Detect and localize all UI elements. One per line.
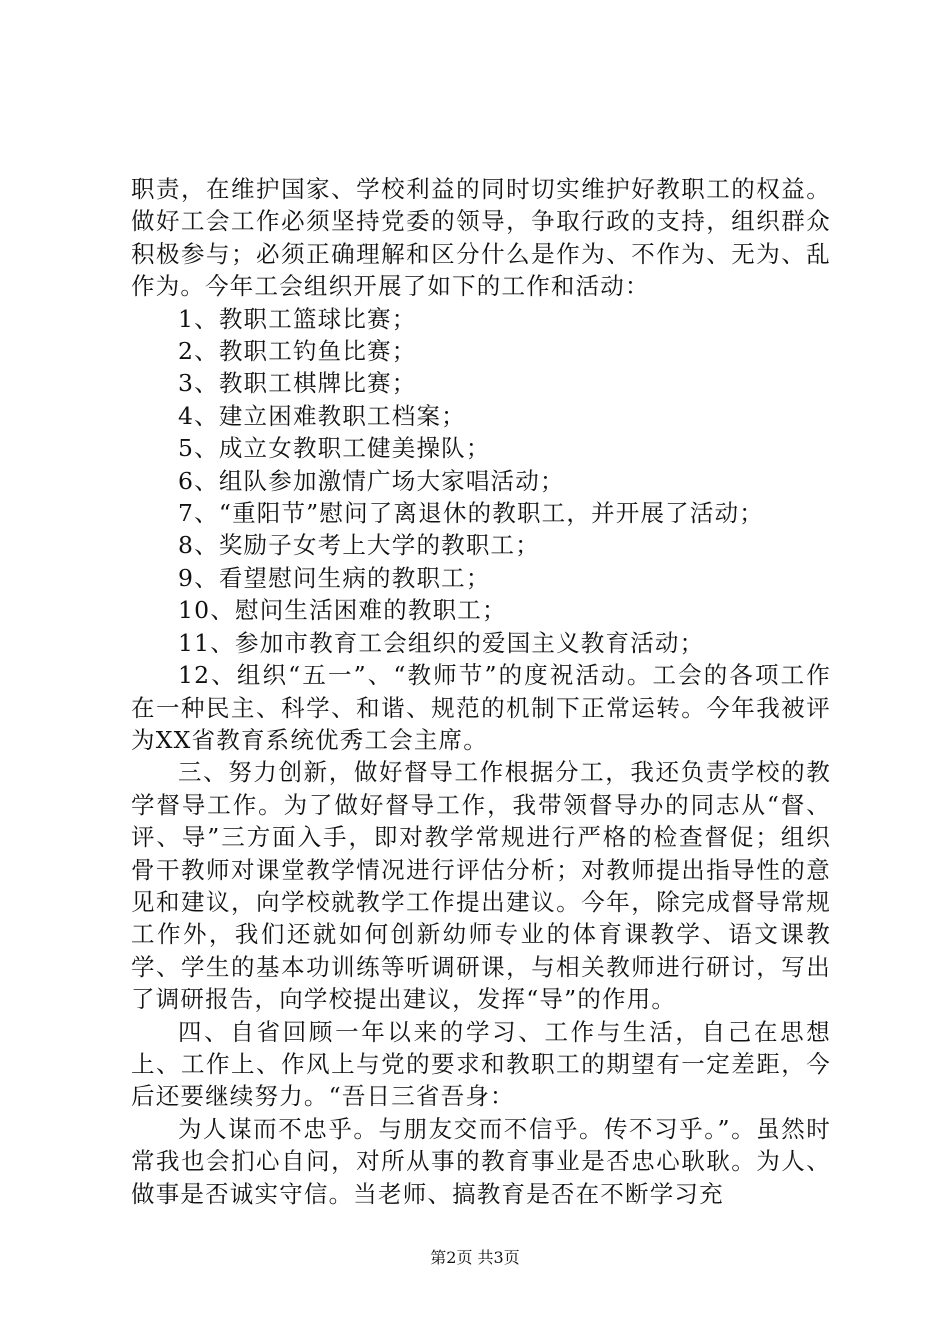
paragraph-1: 职责，在维护国家、学校利益的同时切实维护好教职工的权益。做好工会工作必须坚持党委的领导，争取行政的支持，组织群众积极参与；必须正确理解和区分什么是作为、不作为、无为、乱作为。今年工会组织开展了如下的工作和活动：	[131, 175, 831, 301]
section-supervision: 三、努力创新，做好督导工作根据分工，我还负责学校的教学督导工作。为了做好督导工作，我带领督导办的同志从“督、评、导”三方面入手，即对教学常规进行严格的检查督促；组织骨干教师对课堂教学情况进行评估分析；对教师提出指导性的意见和建议，向学校就教学工作提出建议。今年，除完成督导常规工作外，我们还就如何创新幼师专业的体育课教学、语文课教学、学生的基本功训练等听调研课，与相关教师进行研讨，写出了调研报告，向学校提出建议，发挥“导”的作用。	[131, 758, 831, 1014]
list-item-6: 6、组队参加激情广场大家唱活动；	[178, 466, 565, 495]
page-number-footer: 第2页 共3页	[430, 1248, 520, 1267]
section-self-reflection: 四、自省回顾一年以来的学习、工作与生活，自己在思想上、工作上、作风上与党的要求和教职工的期望有一定差距，今后还要继续努力。“吾日三省吾身：	[131, 1017, 831, 1111]
list-item-12: 12、组织“五一”、“教师节”的度祝活动。工会的各项工作在一种民主、科学、和谐、规范的机制下正常运转。今年我被评为XX省教育系统优秀工会主席。	[131, 661, 831, 754]
list-item-7: 7、“重阳节”慰问了离退休的教职工，并开展了活动；	[178, 499, 764, 528]
list-item-9: 9、看望慰问生病的教职工；	[178, 563, 491, 592]
list-item-10: 10、慰问生活困难的教职工；	[178, 596, 507, 625]
list-item-3: 3、教职工棋牌比赛；	[178, 369, 417, 398]
list-item-8: 8、奖励子女考上大学的教职工；	[178, 531, 540, 560]
list-item-5: 5、成立女教职工健美操队；	[178, 434, 491, 463]
paragraph-quote: 为人谋而不忠乎。与朋友交而不信乎。传不习乎。”。虽然时常我也会扪心自问，对所从事的教育事业是否忠心耿耿。为人、做事是否诚实守信。当老师、搞教育是否在不断学习充	[131, 1114, 831, 1208]
list-item-1: 1、教职工篮球比赛；	[178, 304, 417, 333]
list-item-11: 11、参加市教育工会组织的爱国主义教育活动；	[178, 628, 705, 657]
list-item-4: 4、建立困难教职工档案；	[178, 401, 466, 430]
list-item-2: 2、教职工钓鱼比赛；	[178, 337, 417, 366]
document-body	[131, 173, 831, 1210]
